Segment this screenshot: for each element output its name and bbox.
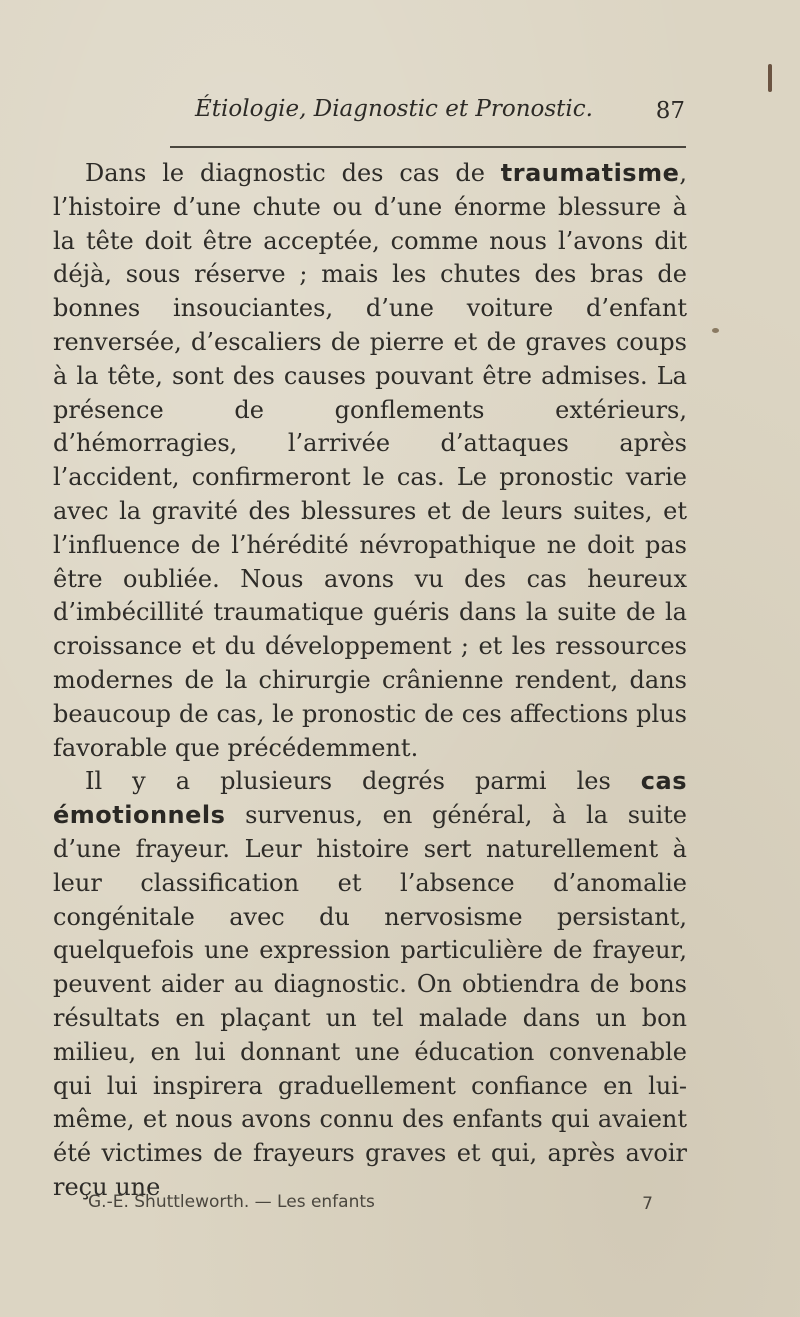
paper-speck: [712, 328, 719, 333]
sheet-number: 7: [642, 1194, 653, 1214]
term-cas-emotionnels: cas émotionnels: [53, 767, 687, 830]
paper-mark: [768, 64, 772, 92]
header-rule: [170, 146, 686, 148]
signature-line: G.-E. Shuttleworth. — Les enfants: [88, 1192, 375, 1212]
body-text: [53, 157, 687, 1205]
p1-start: Dans le diagnostic des cas de: [85, 159, 501, 187]
running-title: Étiologie, Diagnostic et Pronostic.: [195, 96, 593, 122]
p2-rest: survenus, en général, à la suite d’une frayeur. Leur histoire sert naturellement à leur classification et l’absence d’anomalie congénitale avec du nervosisme persistant, quelquefois une expression particulière de frayeur, peuvent aider au diagnostic. On obtiendra de bons résultats en plaçant un tel malade dans un bon milieu, en lui donnant une éducation convenable qui lui inspirera graduellement confiance en lui-même, et nous avons connu des enfants qui avaient été victimes de frayeurs graves et qui, après avoir reçu une: [53, 801, 687, 1201]
page-footer: [88, 1192, 653, 1220]
paragraph-traumatisme: [53, 157, 687, 765]
paragraph-emotionnels: [53, 765, 687, 1204]
term-traumatisme: traumatisme: [500, 159, 680, 187]
page-number: 87: [655, 98, 685, 124]
p1-rest: , l’histoire d’une chute ou d’une énorme blessure à la tête doit être acceptée, comme nous l’avons dit déjà, sous réserve ; mais les chutes des bras de bonnes insouciantes, d’une voiture d’enfant renversée, d’escaliers de pierre et de graves coups à la tête, sont des causes pouvant être admises. La présence de gonflements extérieurs, d’hémorragies, l’arrivée d’attaques après l’accident, confirmeront le cas. Le pronostic varie avec la gravité des blessures et de leurs suites, et l’influence de l’hérédité névropathique ne doit pas être oubliée. Nous avons vu des cas heureux d’imbécillité traumatique guéris dans la suite de la croissance et du développement ; et les ressources modernes de la chirurgie crânienne rendent, dans beaucoup de cas, le pronostic de ces affections plus favorable que précédemment.: [53, 159, 687, 762]
page-header: [195, 96, 685, 136]
p2-start: Il y a plusieurs degrés parmi les: [85, 767, 641, 796]
